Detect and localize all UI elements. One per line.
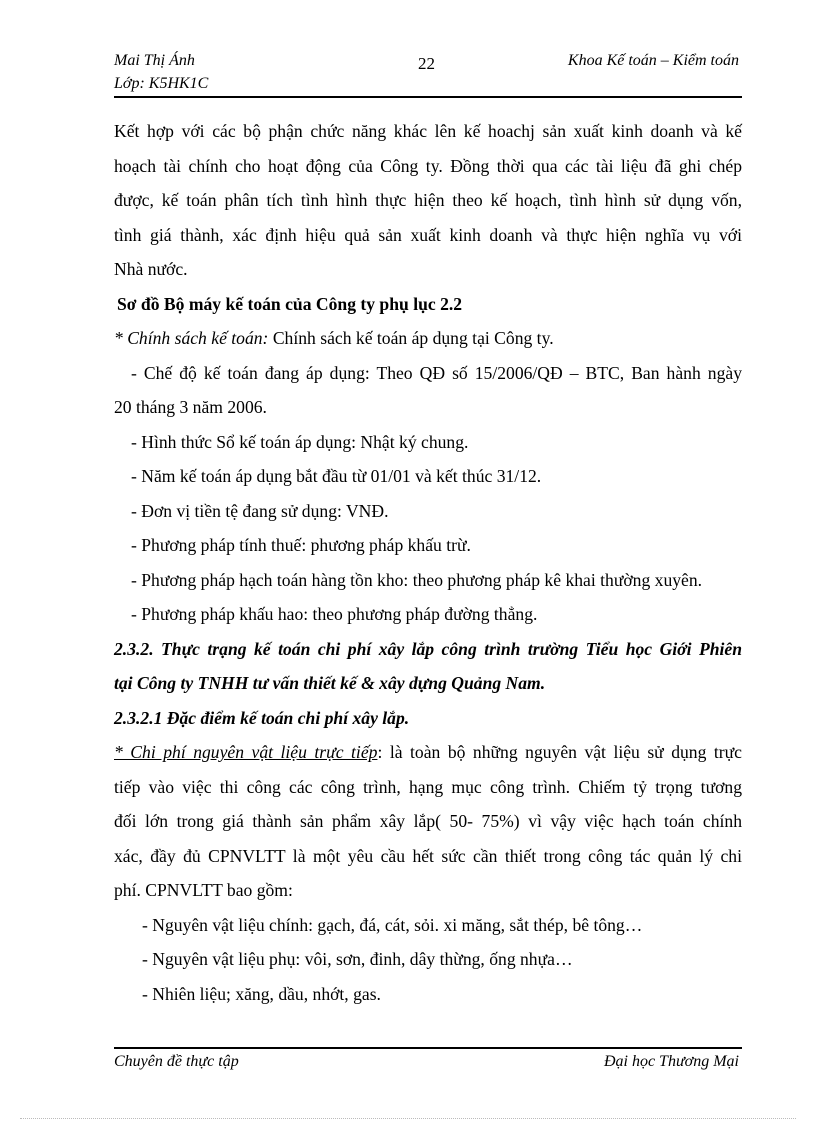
page-edge-divider [20,1118,796,1119]
material-text: : là toàn bộ những nguyên vật liệu sử dụng trực [377,742,742,762]
policy-item: - Đơn vị tiền tệ đang sử dụng: VNĐ. [131,500,389,521]
diagram-reference: Sơ đồ Bộ máy kế toán của Công ty phụ lục 2.2 [117,293,463,314]
policy-item: - Phương pháp hạch toán hàng tồn kho: theo phương pháp kê khai thường xuyên. [131,569,703,590]
policy-item: - Hình thức Sổ kế toán áp dụng: Nhật ký chung. [131,431,469,452]
material-label: * Chi phí nguyên vật liệu trực tiếp [114,742,378,762]
class-code: Lớp: K5HK1C [114,75,209,92]
body-line: xác, đầy đủ CPNVLTT là một yêu cầu hết sức cần thiết trong công tác quản lý chi [114,845,742,866]
material-item: - Nguyên vật liệu chính: gạch, đá, cát, sỏi. xi măng, sắt thép, bê tông… [142,914,643,935]
section-heading: 2.3.2. Thực trạng kế toán chi phí xây lắp công trình trường Tiểu học Giới Phiên [114,638,742,659]
subsection-heading: 2.3.2.1 Đặc điểm kế toán chi phí xây lắp. [114,707,410,728]
footer-right: Đại học Thương Mại [603,1053,739,1070]
footer-rule [114,1047,742,1049]
faculty-name: Khoa Kế toán – Kiểm toán [567,52,739,69]
footer-left: Chuyên đề thực tập [114,1053,239,1070]
policy-label: * Chính sách kế toán: [114,328,269,348]
header-rule [114,96,742,98]
policy-item: - Phương pháp tính thuế: phương pháp khấu trừ. [131,535,471,555]
body-line: phí. CPNVLTT bao gồm: [114,880,293,900]
regime-line: - Chế độ kế toán đang áp dụng: Theo QĐ số 15/2006/QĐ – BTC, Ban hành ngày [131,362,742,383]
page-number: 22 [418,54,435,73]
material-intro [114,735,742,770]
material-item: - Nhiên liệu; xăng, dầu, nhớt, gas. [142,983,381,1004]
body-line: đối lớn trong giá thành sản phẩm xây lắp( 50- 75%) vì vậy việc hạch toán chính [114,811,742,831]
author-name: Mai Thị Ánh [114,52,195,69]
body-line: hoạch tài chính cho hoạt động của Công ty. Đồng thời qua các tài liệu đã ghi chép [114,155,742,176]
page-body [114,114,742,1011]
regime-line: 20 tháng 3 năm 2006. [114,397,267,417]
body-line: Nhà nước. [114,259,188,279]
body-line: tình giá thành, xác định hiệu quả sản xuất kinh doanh và thực hiện nghĩa vụ với [114,224,742,245]
body-line: tiếp vào việc thi công các công trình, hạng mục công trình. Chiếm tỷ trọng tương [114,776,742,797]
policy-intro [114,321,742,356]
page-header [114,50,741,98]
policy-text: Chính sách kế toán áp dụng tại Công ty. [268,328,554,348]
section-heading: tại Công ty TNHH tư vấn thiết kế & xây dựng Quảng Nam. [114,673,546,693]
policy-item: - Phương pháp khấu hao: theo phương pháp đường thẳng. [131,604,538,624]
body-line: được, kế toán phân tích tình hình thực hiện theo kế hoạch, tình hình sử dụng vốn, [114,190,742,210]
material-item: - Nguyên vật liệu phụ: vôi, sơn, đinh, dây thừng, ống nhựa… [142,949,573,969]
body-line: Kết hợp với các bộ phận chức năng khác lên kế hoachj sản xuất kinh doanh và kế [114,121,742,141]
policy-item: - Năm kế toán áp dụng bắt đầu từ 01/01 và kết thúc 31/12. [131,466,542,486]
